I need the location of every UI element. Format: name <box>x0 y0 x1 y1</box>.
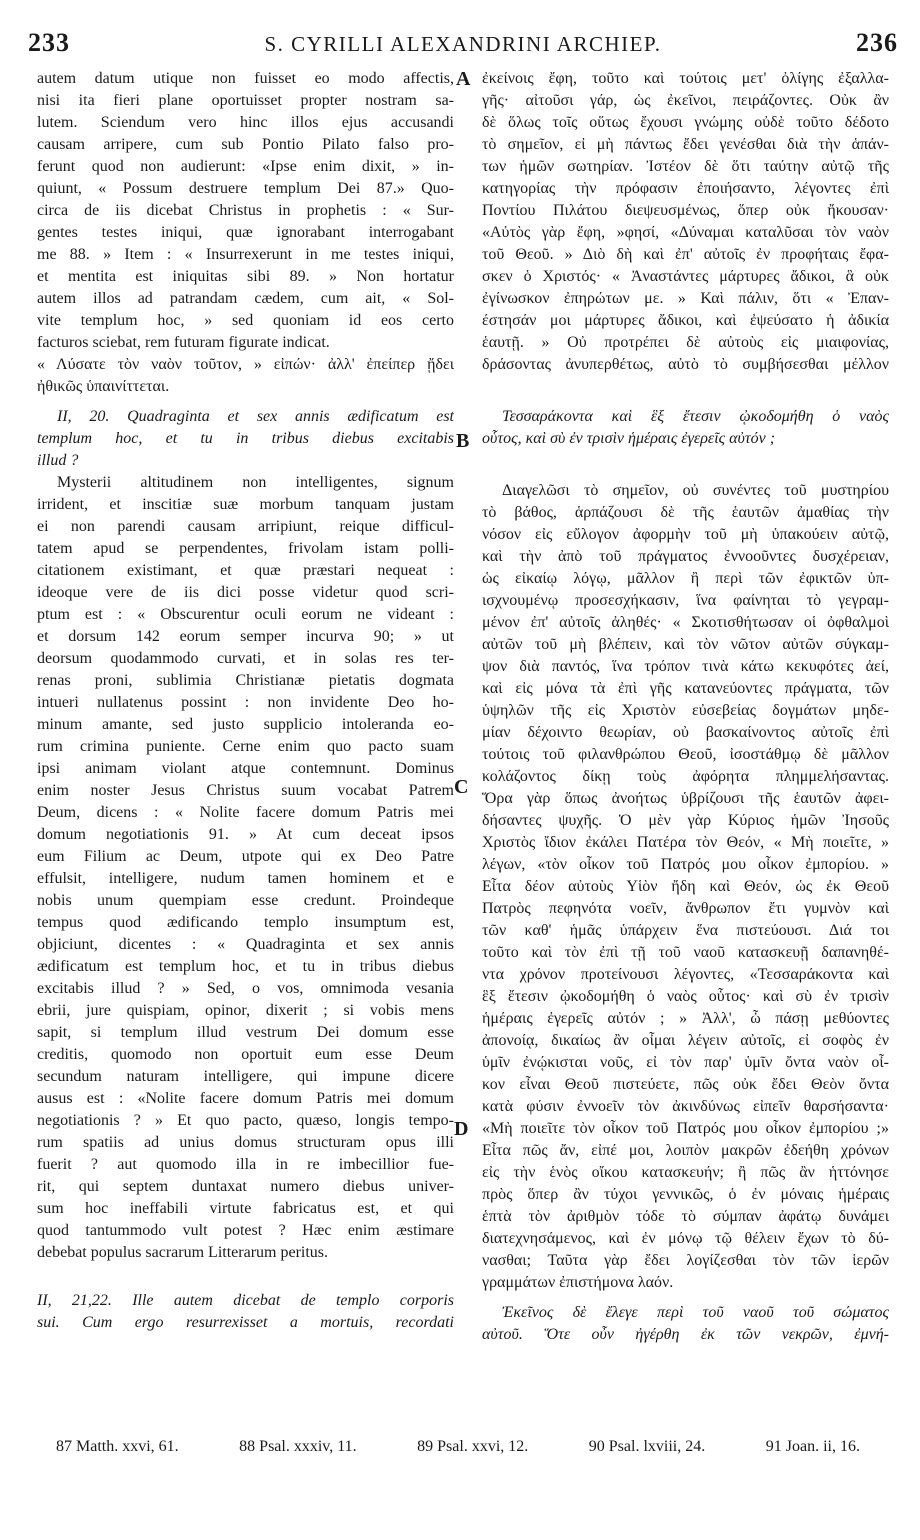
page-number-left: 233 <box>28 28 70 57</box>
text-line: Ὅρα γὰρ ὅπως ἀνοήτως ὑβρίζουσι τῆς ἑαυτῶν ἀφει- <box>482 790 889 807</box>
text-line: ἀπονοίᾳ, δικαίως ἂν οἶμαι λέγειν αὐτοῖς, εἰ σοφὸς ἐν <box>482 1032 889 1049</box>
text-line: minum amante, sed justo supplicio intoleranda eo- <box>37 716 454 733</box>
latin-paragraph-2 <box>37 472 454 1264</box>
text-line: enim noster Jesus Christus suum vocabat Patrem <box>37 782 454 799</box>
text-line: me 88. » Item : « Insurrexerunt in me testes iniqui, <box>37 246 454 263</box>
text-line: γῆς· αἰτοῦσι γάρ, ὡς ἐκεῖνοι, πειράζοντες. Οὐκ ἂν <box>482 92 889 109</box>
text-line: των ἡμῶν σωτηρίαν. Ἰστέον δὲ ὅτι ταύτην αὐτῷ τῆς <box>482 158 889 175</box>
text-line: γραμμάτων ἐπιστήμονα λαόν. <box>482 1274 674 1291</box>
text-line: ausus est : «Nolite facere domum Patris mei domum <box>37 1090 454 1107</box>
text-line: excitabis illud ? » Sed, o vos, omnimoda vesania <box>37 980 454 997</box>
text-line: et dorsum 142 eorum semper incurva 90; » ut <box>37 628 454 645</box>
latin-column <box>37 68 454 1334</box>
text-line: effulsit, intelligere, nudum tamen hominem et e <box>37 870 454 887</box>
heading-line: οὗτος, καὶ σὺ ἐν τρισὶν ἡμέραις ἐγερεῖς αὐτόν ; <box>482 430 776 447</box>
margin-marker-c: C <box>454 776 469 798</box>
text-line: sum hoc ineffabili virtute fabricatus est, et qui <box>37 1200 454 1217</box>
text-line: δὲ ὅλως τοῖς οὕτως ἔχουσι γνώμης οὐδὲ τοῦτο δέδοτο <box>482 114 889 131</box>
text-line: quod tantummodo vult potest ? Hæc enim æstimare <box>37 1222 454 1239</box>
text-line: ντα χρόνον προτείνουσι λέγοντες, «Τεσσαράκοντα καὶ <box>482 966 889 983</box>
text-line: tempus quod ædificando templo insumptum est, <box>37 914 454 931</box>
footnote-89: 89 Psal. xxvi, 12. <box>417 1438 529 1455</box>
text-line: nobis unum quempiam esse credunt. Proindeque <box>37 892 454 909</box>
greek-quote-tail: ἠθικῶς ὑπαινίττεται. <box>37 378 170 395</box>
text-line: ἐγίνωσκον ἐπηρώτων με. » Καὶ πάλιν, ὅτι « Ἐπαν- <box>482 290 889 307</box>
text-line: lutem. Sciendum vero hinc illos ejus accusandi <box>37 114 454 131</box>
page-header <box>28 28 898 62</box>
text-line: autem datum utique non fuisset eo modo affectis, <box>37 70 454 87</box>
text-line: ebrii, jure quispiam, opinor, dixerit ; si vobis mens <box>37 1002 454 1019</box>
text-line: τὸ βάθος, ἁρπάζουσι δὲ τῆς ἑαυτῶν ἀμαθίας τὴν <box>482 504 889 521</box>
heading-line: sui. Cum ergo resurrexisset a mortuis, recordati <box>37 1314 454 1331</box>
text-line: ædificatum est templum hoc, et tu in tribus diebus <box>37 958 454 975</box>
text-line: Mysterii altitudinem non intelligentes, signum <box>57 474 454 491</box>
heading-line: II, 20. Quadraginta et sex annis ædificatum est <box>57 408 454 425</box>
text-line: deorsum quodammodo curvati, et in solas res ter- <box>37 650 454 667</box>
text-line: ferunt quod non audierunt: «Ipse enim dixit, » in- <box>37 158 454 175</box>
text-line: πρὸς ὅπερ ἂν τύχοι γεννικῶς, ὁ ἐν μόναις ἡμέραις <box>482 1186 889 1203</box>
text-line: «Μὴ ποιεῖτε τὸν οἶκον τοῦ Πατρός μου οἶκον ἐμπορίου ;» <box>482 1120 889 1137</box>
text-line: ὡς εἰκαίῳ λόγῳ, μᾶλλον ἢ περὶ τῶν ἐφικτῶν ὑπ- <box>482 570 889 587</box>
footnote-87: 87 Matth. xxvi, 61. <box>56 1438 179 1455</box>
text-line: Διαγελῶσι τὸ σημεῖον, οὐ συνέντες τοῦ μυστηρίου <box>502 482 889 499</box>
text-line: κολάζοντος δίκῃ τοὺς ἀφόρητα πλημμελήσαντας. <box>482 768 889 785</box>
text-line: έστησάν μοι μάρτυρες ἄδικοι, καὶ ἐψεύσατο ἡ ἀδικία <box>482 312 889 329</box>
greek-heading-2 <box>482 406 889 450</box>
text-line: ὑψηλῶν τῆς εἰς Χριστὸν εὐσεβείας δογμάτων μηδε- <box>482 702 889 719</box>
text-line: τοῦ Θεοῦ. » Διὸ δὴ καὶ ἐπ' αὐτοῖς ἐν προφήταις ἔφα- <box>482 246 889 263</box>
footnote-90: 90 Psal. lxviii, 24. <box>588 1438 706 1455</box>
footnote-88: 88 Psal. xxxiv, 11. <box>239 1438 357 1455</box>
text-line: δήσαντες ψυχῆς. Ὁ μὲν γὰρ Κύριος ἡμῶν Ἰησοῦς <box>482 812 889 829</box>
text-line: αὐτῶν τοῦ μὴ βλέπειν, καὶ τὸν νῶτον αὐτῶν σύγκαμ- <box>482 636 889 653</box>
text-line: κατηγορίας τὴν πρόφασιν ἐποιήσαντο, λέγοντες ἐπὶ <box>482 180 889 197</box>
text-line: τῶν καθ' ἡμᾶς ὑπάρχειν ἕνα πιστεύουσι. Διά τοι <box>482 922 889 939</box>
margin-marker-b: B <box>456 430 470 452</box>
greek-heading-3 <box>482 1302 889 1346</box>
text-line: τὸ σημεῖον, εἰ μὴ πάντως ἔδει γενέσθαι διὰ τὴν ἁπάν- <box>482 136 889 153</box>
greek-quote-continuation: δράσοντας ἀνυπερθέτως, αὐτὸ τὸ συμβήσεσθαι μέλλον <box>482 356 889 373</box>
greek-paragraph-1 <box>482 68 889 354</box>
text-line: σκεν ὁ Χριστός· « Ἀναστάντες μάρτυρες ἄδικοι, ἃ οὐκ <box>482 268 889 285</box>
text-line: sapit, si templum illud vestrum Dei domum esse <box>37 1024 454 1041</box>
text-line: quiunt, « Possum destruere templum Dei 87.» Quo- <box>37 180 454 197</box>
text-line: διατεχνησάμενος, καὶ ἐν μόνῳ τῷ θέλειν ἔχων τὸ δύ- <box>482 1230 889 1247</box>
text-line: gentes testes iniqui, quæ ignorabant interrogabant <box>37 224 454 241</box>
latin-paragraph-1 <box>37 68 454 354</box>
text-line: domum negotiationis 91. » At cum deceat ipsos <box>37 826 454 843</box>
text-line: facturos sciebat, rem futuram figurate indicat. <box>37 334 330 351</box>
text-line: nisi ita fieri plane oportuisset propter nostram sa- <box>37 92 454 109</box>
heading-line: αὐτοῦ. Ὅτε οὖν ἠγέρθη ἐκ τῶν νεκρῶν, ἐμνή- <box>482 1326 889 1343</box>
text-line: intueri nullatenus possint : non invidente Deo ho- <box>37 694 454 711</box>
text-line: creditis, quomodo non oportuit eum esse Deum <box>37 1046 454 1063</box>
text-line: et mentita est iniquitas sibi 89. » Non hortatur <box>37 268 454 285</box>
text-line: καὶ εἰς μόνα τὰ ἐπὶ γῆς κατανεύοντες πράγματα, τῶν <box>482 680 889 697</box>
text-line: ὑμῖν ἐνῴκισται νοῦς, εἰ τὸν παρ' ὑμῖν ὄντα ναὸν οἶ- <box>482 1054 889 1071</box>
text-line: fuerit ? aut quomodo illa in re imbecillior fue- <box>37 1156 454 1173</box>
text-line: καὶ τὴν ἀπὸ τοῦ πράγματος ἐννοοῦντες δυσχέρειαν, <box>482 548 889 565</box>
text-line: secundum naturam intelligere, qui impune dicere <box>37 1068 454 1085</box>
margin-marker-a: A <box>456 68 471 90</box>
text-line: μένον ἐπ' αὐτοῖς ἀληθές· « Σκοτισθήτωσαν οἱ ὀφθαλμοὶ <box>482 614 889 631</box>
text-line: Χριστὸς ἴδιον ἐκάλει Πατέρα τὸν Θεόν, « Μὴ ποιεῖτε, » <box>482 834 889 851</box>
text-line: rum spatiis ad unius domus structuram opus illi <box>37 1134 454 1151</box>
text-line: ei non parendi causam arripiunt, reique difficul- <box>37 518 454 535</box>
text-line: ἓξ ἔτεσιν ᾠκοδομήθη ὁ ναὸς οὗτος· καὶ σὺ ἐν τρισὶν <box>482 988 889 1005</box>
text-line: vite templum hoc, » sed quoniam id eos certo <box>37 312 454 329</box>
text-line: ισχνουμένῳ προσεσχήκασιν, ἵνα φαίνηται τὸ γεγραμ- <box>482 592 889 609</box>
greek-quote-spanning-line: « Λύσατε τὸν ναὸν τοῦτον, » εἰπών· ἀλλ' ἐπείπερ ᾔδει <box>37 356 454 373</box>
text-line: εἰς τὴν ἑνὸς οἴκου κατασκευήν; ἢ πῶς ἂν ἡττόνησε <box>482 1164 889 1181</box>
page-number-right: 236 <box>856 28 898 57</box>
text-line: rum crimina puniente. Cerne enim quo pacto suam <box>37 738 454 755</box>
text-line: τοῦτο καὶ τὸν ἐπὶ τῇ τοῦ ναοῦ κατασκευῇ δαπανηθέ- <box>482 944 889 961</box>
text-line: Πατρὸς πεφηνότα νοεῖν, ἄνθρωπον ἔτι γυμνὸν καὶ <box>482 900 889 917</box>
text-line: νασθαι; Ταῦτα γὰρ ἔδει λογίζεσθαι τὸν τῶν ἱερῶν <box>482 1252 889 1269</box>
text-line: irrident, et inscitiæ suæ morbum tanquam justam <box>37 496 454 513</box>
text-line: λέγων, «τὸν οἶκον τοῦ Πατρός μου οἶκον ἐμπορίου. » <box>482 856 889 873</box>
text-line: negotiationis ? » Et quo pacto, quæso, longis tempo- <box>37 1112 454 1129</box>
text-line: ἐκείνοις ἔφη, τοῦτο καὶ τούτοις μετ' ὀλίγης ἐξαλλα- <box>482 70 889 87</box>
text-line: μίαν δέχοιντο θεωρίαν, οὐ βασκαίνοντος αὐτοῖς ἐπὶ <box>482 724 889 741</box>
text-line: τούτοις τοῦ φιλανθρώπου Θεοῦ, ἰσοστάθμῳ δὲ μᾶλλον <box>482 746 889 763</box>
text-line: debebat populus sacrarum Litterarum peritus. <box>37 1244 329 1261</box>
heading-line: Ἐκεῖνος δὲ ἔλεγε περὶ τοῦ ναοῦ τοῦ σώματος <box>502 1304 889 1321</box>
margin-marker-d: D <box>454 1118 469 1140</box>
text-line: tatem apud se perpendentes, frivolam istam polli- <box>37 540 454 557</box>
text-line: ἡμέραις ἐγερεῖς αὐτόν ; » Ἀλλ', ὦ πάσῃ μεθύοντες <box>482 1010 889 1027</box>
text-line: Εἶτα πῶς ἄν, εἰπέ μοι, λοιπὸν μακρῶν ἐδεήθη χρόνων <box>482 1142 889 1159</box>
text-line: eum Filium ac Deum, utpote qui ex Deo Patre <box>37 848 454 865</box>
text-line: ipsi animam violant atque contemnunt. Dominus <box>37 760 454 777</box>
heading-line: illud ? <box>37 452 79 469</box>
text-line: causam arripere, cum sub Pontio Pilato falso pro- <box>37 136 454 153</box>
text-line: ideoque vere de iis dici posse videtur quod scri- <box>37 584 454 601</box>
text-line: Deum, dicens : « Nolite facere domum Patris mei <box>37 804 454 821</box>
text-line: Εἶτα δέον αὐτοὺς Υἱὸν ἤδη καὶ Θεόν, ὡς ἐκ Θεοῦ <box>482 878 889 895</box>
greek-column <box>482 68 889 1346</box>
text-line: ἑπτὰ τὸν ἀριθμὸν τόδε τὸ σύμπαν ἀφάτῳ δυνάμει <box>482 1208 889 1225</box>
heading-line: II, 21,22. Ille autem dicebat de templo corporis <box>37 1292 454 1309</box>
greek-paragraph-2 <box>482 480 889 1294</box>
text-line: ptum est : « Obscurentur oculi eorum ne videant : <box>37 606 454 623</box>
footnote-91: 91 Joan. ii, 16. <box>765 1438 860 1455</box>
text-line: circa de iis dicebat Christus in prophetis : « Sur- <box>37 202 454 219</box>
text-line: ψον διὰ παντός, ἵνα τρόπον τινὰ κάτω κεκυφότες ἀεί, <box>482 658 889 675</box>
text-line: objiciunt, dicentes : « Quadraginta et sex annis <box>37 936 454 953</box>
text-line: νόσον εἰς εὔλογον ἀφορμὴν τοῦ μὴ ὑπακούειν αὐτῷ, <box>482 526 889 543</box>
heading-line: Τεσσαράκοντα καὶ ἓξ ἔτεσιν ᾠκοδομήθη ὁ ναὸς <box>502 408 889 425</box>
text-line: citationem existimant, et quæ præstari nequeat : <box>37 562 454 579</box>
text-line: κατὰ φύσιν ἐννοεῖν τὸν ἀκινδύνως εἰπεῖν θαρσήσαντα· <box>482 1098 889 1115</box>
running-title: S. CYRILLI ALEXANDRINI ARCHIEP. <box>264 32 662 56</box>
heading-line: templum hoc, et tu in tribus diebus excitabis <box>37 430 454 447</box>
text-line: Ποντίου Πιλάτου διεψευσμένως, ὅπερ οὐκ ἤκουσαν· <box>482 202 889 219</box>
text-line: rit, qui septem duntaxat numero diebus univer- <box>37 1178 454 1195</box>
text-line: «Αὐτὸς γὰρ ἔφη, »φησί, «Δύναμαι καταλῦσαι τὸν ναὸν <box>482 224 889 241</box>
text-line: κον εἶναι Θεοῦ πιστεύετε, πῶς οὐκ ἔδει Θεὸν ὄντα <box>482 1076 889 1093</box>
text-line: renas proni, sublimia Christianæ pietatis dogmata <box>37 672 454 689</box>
footnotes <box>56 1438 860 1456</box>
latin-heading-3 <box>37 1290 454 1334</box>
text-line: autem illos ad patrandam cædem, cum ait, « Sol- <box>37 290 454 307</box>
text-line: ἑαυτῇ. » Οὐ προτρέπει δὲ αὐτοὺς εἰς μιαιφονίας, <box>482 334 889 351</box>
latin-heading-2 <box>37 406 454 472</box>
